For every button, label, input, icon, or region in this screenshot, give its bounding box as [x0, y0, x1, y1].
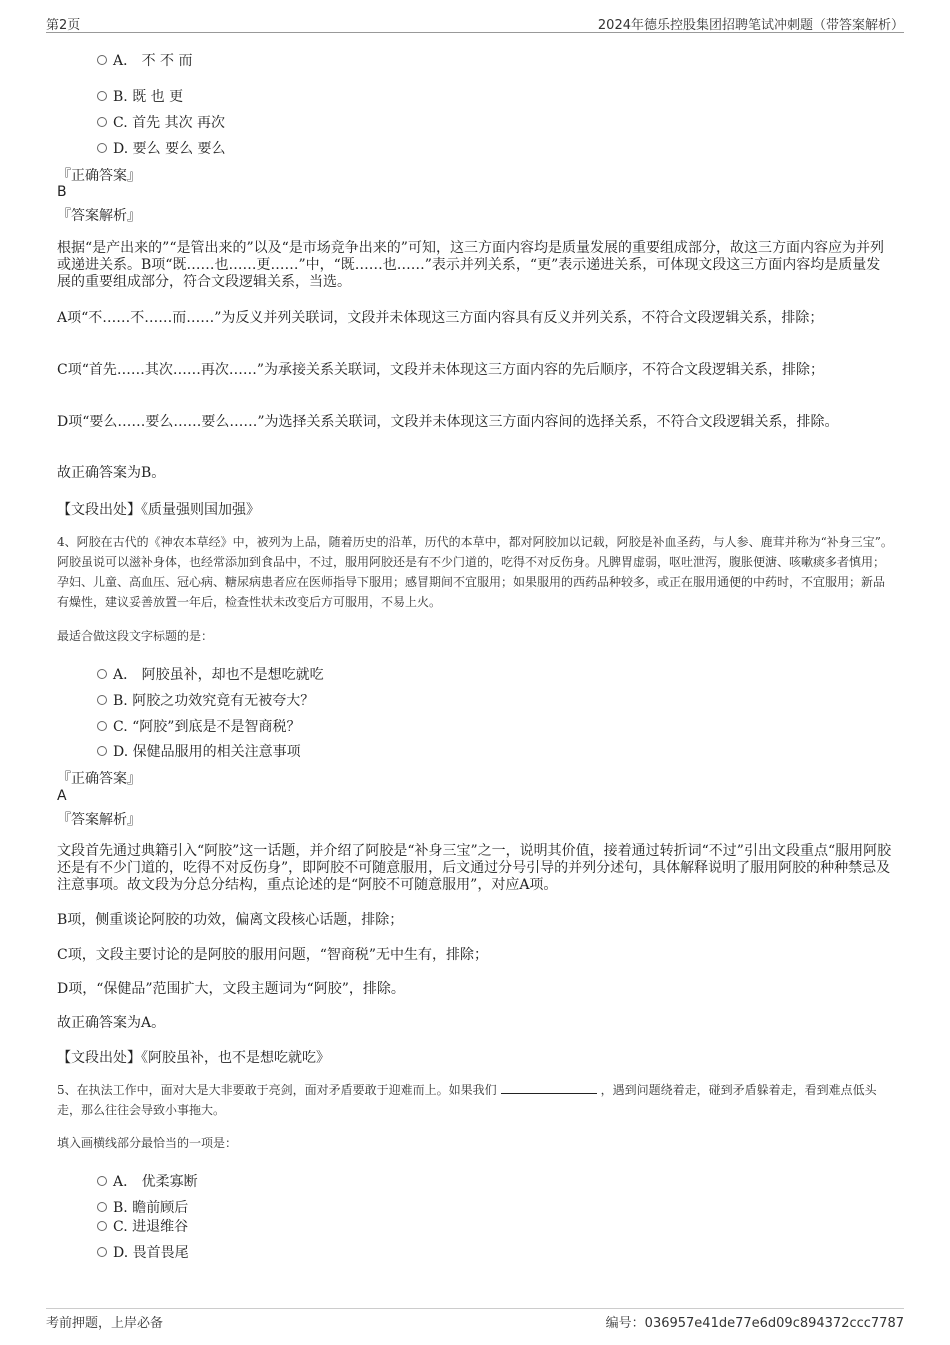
q3-analysis-paragraph: A项“不……不……而……”为反义并列关联词，文段并未体现这三方面内容具有反义并列关系，不符合文段逻辑关系，排除； — [57, 310, 824, 326]
q3-answer: B — [57, 184, 67, 200]
radio-icon[interactable] — [97, 721, 107, 731]
q4-analysis-paragraph: C项，文段主要讨论的是阿胶的服用问题，“智商税”无中生有，排除； — [57, 947, 489, 963]
radio-icon[interactable] — [97, 1221, 107, 1231]
q4-option-a[interactable]: A． 阿胶虽补，却也不是想吃就吃 — [97, 664, 324, 684]
q4-answer: A — [57, 788, 67, 804]
radio-icon[interactable] — [97, 1176, 107, 1186]
q4-conclusion: 故正确答案为A。 — [57, 1015, 166, 1031]
q4-option-d[interactable]: D. 保健品服用的相关注意事项 — [97, 741, 301, 761]
q4-stem: 4、阿胶在古代的《神农本草经》中，被列为上品，随着历史的沿革，历代的本草中，都对阿胶加以记载，阿胶是补血圣药，与人参、鹿茸并称为“补身三宝”。阿胶虽说可以滋补身体，也经常添加到食品中，不过，服用阿胶还是有不少门道的，吃得不对反伤身。凡脾胃虚弱，呕吐泄泻，腹胀便溏、咳嗽痰多者慎用；孕妇、儿童、高血压、冠心病、糖尿病患者应在医师指导下服用；感冒期间不宜服用；如果服用的西药品种较多，或正在服用通便的中药时，不宜服用；新品有燥性，建议妥善放置一年后，检查性状未改变后方可服用，不易上火。 — [57, 535, 893, 609]
radio-icon[interactable] — [97, 669, 107, 679]
q4-analysis-paragraph: 文段首先通过典籍引入“阿胶”这一话题，并介绍了阿胶是“补身三宝”之一，说明其价值，接着通过转折词“不过”引出文段重点“服用阿胶还是有不少门道的，吃得不对反伤身”，即阿胶不可随意服用，后文通过分号引导的并列分述句，具体解释说明了服用阿胶的种种禁忌及注意事项。故文段为分总分结构，重点论述的是“阿胶不可随意服用”，对应A项。 — [57, 843, 892, 893]
q3-option-b[interactable]: B. 既 也 更 — [97, 86, 183, 106]
q5-option-c[interactable]: C. 进退维谷 — [97, 1216, 188, 1236]
q3-analysis-label: 『答案解析』 — [57, 208, 141, 224]
q3-analysis-paragraph: D项“要么……要么……要么……”为选择关系关联词，文段并未体现这三方面内容间的选择关系，不符合文段逻辑关系，排除。 — [57, 414, 839, 430]
q4-option-b[interactable]: B. 阿胶之功效究竟有无被夸大？ — [97, 690, 314, 710]
q4-source: 【文段出处】《阿胶虽补，也不是想吃就吃》 — [57, 1050, 330, 1066]
radio-icon[interactable] — [97, 55, 107, 65]
q3-option-c[interactable]: C. 首先 其次 再次 — [97, 112, 225, 132]
footer-slogan: 考前押题，上岸必备 — [46, 1316, 164, 1331]
radio-icon[interactable] — [97, 1247, 107, 1257]
radio-icon[interactable] — [97, 1202, 107, 1212]
q3-analysis-paragraph: C项“首先……其次……再次……”为承接关系关联词，文段并未体现这三方面内容的先后顺序，不符合文段逻辑关系，排除； — [57, 362, 825, 378]
header-divider — [46, 32, 904, 33]
footer-divider — [46, 1308, 904, 1309]
page-number: 第2页 — [46, 18, 81, 33]
q5-option-a[interactable]: A． 优柔寡断 — [97, 1171, 198, 1191]
radio-icon[interactable] — [97, 91, 107, 101]
q5-option-b[interactable]: B. 瞻前顾后 — [97, 1197, 188, 1217]
q3-answer-label: 『正确答案』 — [57, 168, 141, 184]
q3-analysis-paragraph: 根据“是产出来的”“是管出来的”以及“是市场竞争出来的”可知，这三方面内容均是质量发展的重要组成部分，故这三方面内容应为并列或递进关系。B项“既……也……更……”中，“既……也……”表示并列关系，“更”表示递进关系，可体现文段这三方面内容均是质量发展的重要组成部分，符合文段逻辑关系，当选。 — [57, 240, 884, 290]
radio-icon[interactable] — [97, 695, 107, 705]
radio-icon[interactable] — [97, 746, 107, 756]
q3-conclusion: 故正确答案为B。 — [57, 465, 166, 481]
q3-option-d[interactable]: D. 要么 要么 要么 — [97, 138, 226, 158]
q4-analysis-paragraph: D项，“保健品”范围扩大，文段主题词为“阿胶”，排除。 — [57, 981, 405, 997]
q4-analysis-label: 『答案解析』 — [57, 812, 141, 828]
q4-option-c[interactable]: C. “阿胶”到底是不是智商税？ — [97, 716, 300, 736]
document-title: 2024年德乐控股集团招聘笔试冲刺题（带答案解析） — [597, 18, 904, 33]
q4-answer-label: 『正确答案』 — [57, 771, 141, 787]
q5-stem: 5、在执法工作中，面对大是大非要敢于亮剑，面对矛盾要敢于迎难而上。如果我们 ，遇到问题绕着走，碰到矛盾躲着走，看到难点低头走，那么往往会导致小事拖大。 — [57, 1083, 877, 1117]
radio-icon[interactable] — [97, 117, 107, 127]
radio-icon[interactable] — [97, 143, 107, 153]
q4-analysis-paragraph: B项，侧重谈论阿胶的功效，偏离文段核心话题，排除； — [57, 912, 404, 928]
document-code: 编号：036957e41de77e6d09c894372ccc7787 — [605, 1316, 904, 1331]
fill-blank — [501, 1081, 597, 1094]
q4-prompt: 最适合做这段文字标题的是： — [57, 629, 214, 643]
q3-option-a[interactable]: A． 不 不 而 — [97, 50, 192, 70]
q3-source: 【文段出处】《质量强则国加强》 — [57, 502, 260, 518]
q5-prompt: 填入画横线部分最恰当的一项是： — [57, 1136, 238, 1150]
q5-option-d[interactable]: D. 畏首畏尾 — [97, 1242, 189, 1262]
